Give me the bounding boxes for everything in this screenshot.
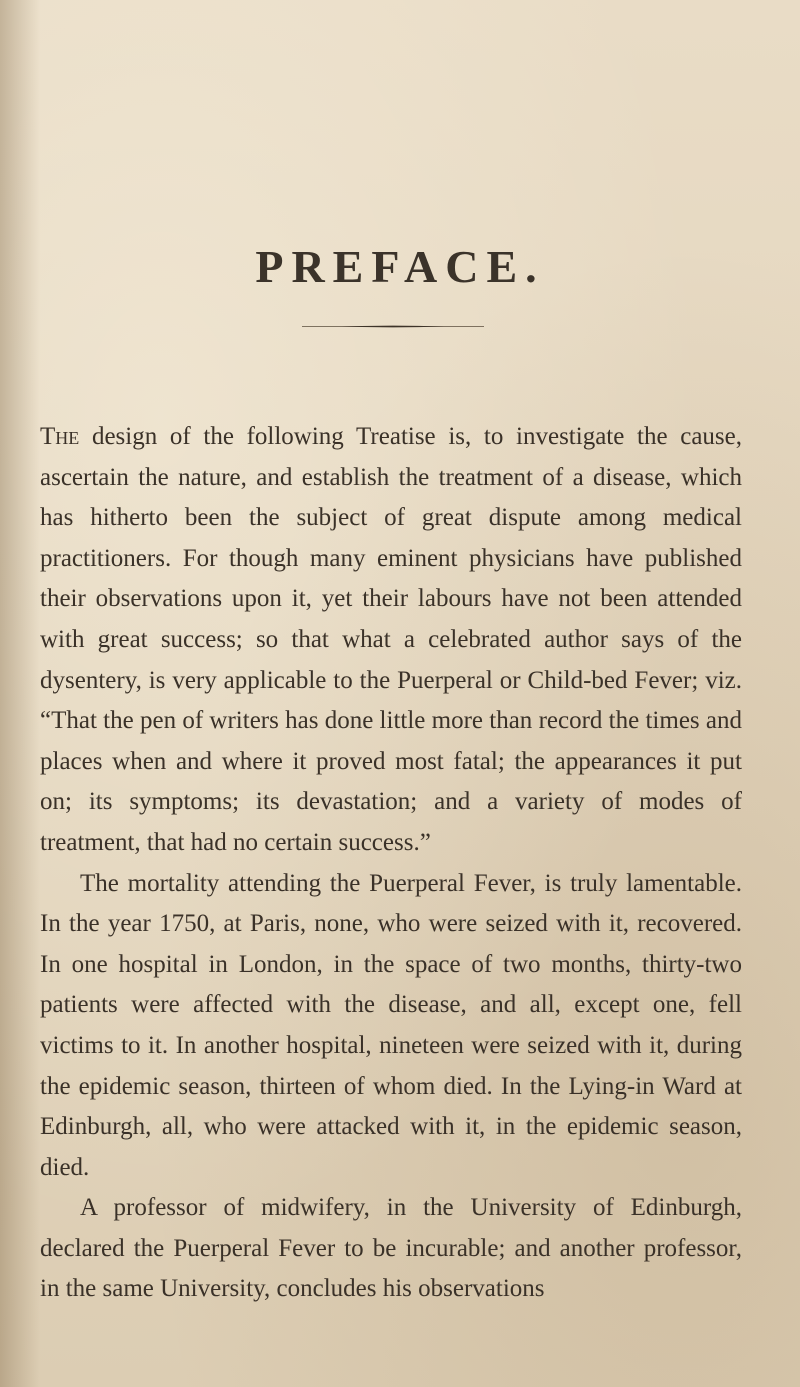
- paragraph-1-text: design of the following Treatise is, to investigate the cause, ascertain the nature, and establish the treatment of a disease, which has hitherto been the subject of great dispute among medical practitioners. For though many eminent physicians have published their observations upon it, yet their labours have not been attended with great success; so that what a celebrated author says of the dysentery, is very applicable to the Puerperal or Child-bed Fever; viz. “That the pen of writers has done little more than record the times and places when and where it proved most fatal; the appearances it put on; its symptoms; its devastation; and a variety of modes of treatment, that had no certain success.”: [40, 423, 742, 856]
- paragraph-3: A professor of midwifery, in the University of Edinburgh, declared the Puerperal Fever to be incurable; and another professor, in the same University, concludes his observations: [40, 1194, 742, 1303]
- paragraph-1: [40, 417, 742, 864]
- title-divider-ornament: [302, 325, 484, 328]
- page-gutter-shadow: [0, 0, 40, 1387]
- paragraph-2: The mortality attending the Puerperal Fever, is truly lamentable. In the year 1750, at Paris, none, who were seized with it, recovered. In one hospital in London, in the space of two months, thirty-two patients were affected with the disease, and all, except one, fell victims to it. In another hospital, nineteen were seized with it, during the epidemic season, thirteen of whom died. In the Lying-in Ward at Edinburgh, all, who were attacked with it, in the epidemic season, died.: [40, 869, 742, 1181]
- preface-body: [40, 417, 742, 1310]
- paragraph-lead-word: The: [40, 423, 80, 450]
- page-title: PREFACE.: [255, 241, 545, 292]
